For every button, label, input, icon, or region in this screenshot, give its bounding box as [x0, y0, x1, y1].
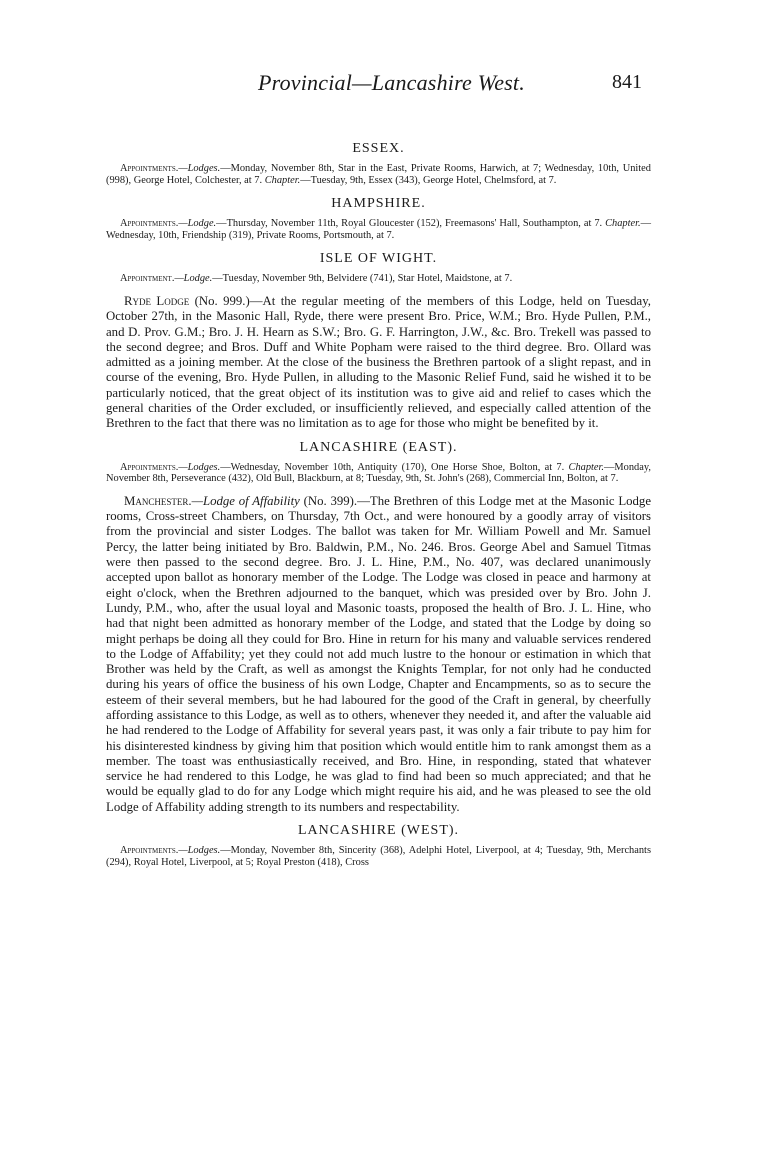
appointments-text: —Tuesday, November 9th, Belvidere (741), Star Hotel, Maidstone, at 7. [212, 273, 513, 285]
appointment-label: Appointment. [120, 273, 175, 285]
running-title: Provincial—Lancashire West. [258, 70, 525, 95]
report-ryde-lodge [106, 294, 651, 432]
appointments-text: —Monday, November 8th, Star in the East, Private Rooms, Harwich, at 7; Wednesday, 10th, United (998), George Hotel, Colchester, at 7. [106, 163, 651, 186]
appointments-text: —Thursday, November 11th, Royal Gloucester (152), Freemasons' Hall, Southampton, at 7. [216, 218, 603, 230]
report-lead: Manchester. [124, 493, 192, 508]
report-text: (No. 999.)—At the regular meeting of the members of this Lodge, held on Tuesday, October 27th, in the Masonic Hall, Ryde, there were present Bro. Price, W.M.; Bro. Hyde Pullen, P.M., and D. Prov. G.M.; Bro. J. H. Hearn as S.W.; Bro. G. F. Harrington, J.W., &c. Bro. Trekell was passed to the second degree; and Bros. Duff and White Popham were raised to the third degree. Bro. Ollard was admitted as a joining member. At the close of the business the Brethren partook of a slight repast, and in course of the evening, Bro. Hyde Pullen, in alluding to the Masonic Relief Fund, said he wished it to be particularly noticed, that the great object of its institution was to give aid and relief to cases which the general charities of the Order excluded, or insufficiently relieved, and especially called attention of the Brethren to the fact that there was no limitation as to age for those who might be benefited by it. [106, 293, 651, 431]
appointments-label: Appointments. [120, 461, 179, 473]
appointments-text: —Tuesday, 9th, Essex (343), George Hotel, Chelmsford, at 7. [300, 174, 557, 186]
appointments-hampshire [106, 218, 651, 241]
chapter-label: Chapter. [264, 174, 301, 186]
lodges-label: —Lodges. [178, 461, 221, 473]
report-text: (No. 399).—The Brethren of this Lodge met at the Masonic Lodge rooms, Cross-street Chambers, on Thursday, 7th Oct., and were honoured by a goodly array of visitors from the provincial and sister Lodges. The ballot was taken for Mr. William Powell and Mr. Samuel Percy, the latter being initiated by Bro. Baldwin, P.M., No. 246. Bros. George Abel and Samuel Titmas were then passed to the second degree. Bro. J. L. Hine, P.M., No. 407, was declared unanimously accepted upon ballot as honorary member of the Lodge. The Lodge was closed in peace and harmony at eight o'clock, when the Brethren adjourned to the banquet, which was presided over by Bro. John J. Lundy, P.M., who, after the usual loyal and Masonic toasts, proposed the health of Bro. J. L. Hine, who had that night been admitted as honorary member of the Lodge, and stated that the Lodge by doing so might perhaps be doing all they could for Bro. Hine in return for his many and valuable services rendered to the Lodge of Affability; yet they could not add much lustre to the honour or estimation in which that Brother was held by the Craft, as well as amongst the Knights Templar, for not only had he conducted during his years of office the business of his own Lodge, Chapter and Encampments, so as to secure the esteem of their several members, but he had laboured for the good of the Craft in general, by cheerfully affording assistance to this Lodge, as well as to others, whenever they needed it, and after the valuable aid he had rendered to the Lodge of Affability for several years past, it was only a fair tribute to pay him for his disinterested kindness by giving him that position which would entitle him to rank amongst them as a member. The toast was enthusiastically received, and Bro. Hine, in responding, stated that whatever service he had rendered to this Lodge, he was glad to find had been so much appreciated; and that he would be equally glad to do for any Lodge which might require his aid, and he was pleased to see the old Lodge of Affability adding strength to its numbers and respectability. [106, 493, 652, 814]
section-heading-lancashire-east: LANCASHIRE (EAST). [299, 439, 458, 455]
section-heading-essex: ESSEX. [352, 141, 405, 156]
appointments-lancashire-west [106, 845, 651, 868]
appointments-essex [106, 163, 651, 186]
appointments-label: Appointments. [120, 163, 179, 174]
report-lodge-name: —Lodge of Affability [191, 493, 300, 508]
section-heading-isle-of-wight: ISLE OF WIGHT. [319, 251, 438, 267]
chapter-label: Chapter. [605, 218, 641, 230]
appointments-text: —Wednesday, November 10th, Antiquity (170), One Horse Shoe, Bolton, at 7. [220, 461, 565, 473]
report-lead: Ryde Lodge [124, 293, 190, 308]
appointments-lancashire-east [106, 462, 651, 485]
section-heading-hampshire: HAMPSHIRE. [331, 196, 426, 212]
appointments-label: Appointments. [120, 845, 179, 857]
appointments-text: —Wednesday, 10th, Friendship (319), Private Rooms, Portsmouth, at 7. [106, 218, 651, 241]
lodges-label: —Lodges. [178, 845, 221, 857]
appointments-text: —Monday, November 8th, Perseverance (432), Old Bull, Blackburn, at 8; Tuesday, 9th, St. John's (268), Commercial Inn, Bolton, at 7. [106, 461, 651, 485]
lodge-label: —Lodge. [174, 273, 213, 285]
lodges-label: —Lodges. [178, 163, 221, 174]
section-heading-lancashire-west: LANCASHIRE (WEST). [297, 823, 460, 839]
appointments-label: Appointments. [120, 218, 179, 230]
article-body [106, 140, 651, 877]
chapter-label: Chapter. [568, 461, 605, 473]
page-number: 841 [612, 71, 642, 93]
appointments-isle-of-wight [106, 273, 651, 285]
report-manchester [106, 494, 651, 815]
lodge-label: —Lodge. [178, 218, 217, 230]
page-header [0, 70, 763, 100]
appointments-text: —Monday, November 8th, Sincerity (368), Adelphi Hotel, Liverpool, at 4; Tuesday, 9th, Merchants (294), Royal Hotel, Liverpool, at 5; Royal Preston (418), Cross [106, 845, 651, 868]
